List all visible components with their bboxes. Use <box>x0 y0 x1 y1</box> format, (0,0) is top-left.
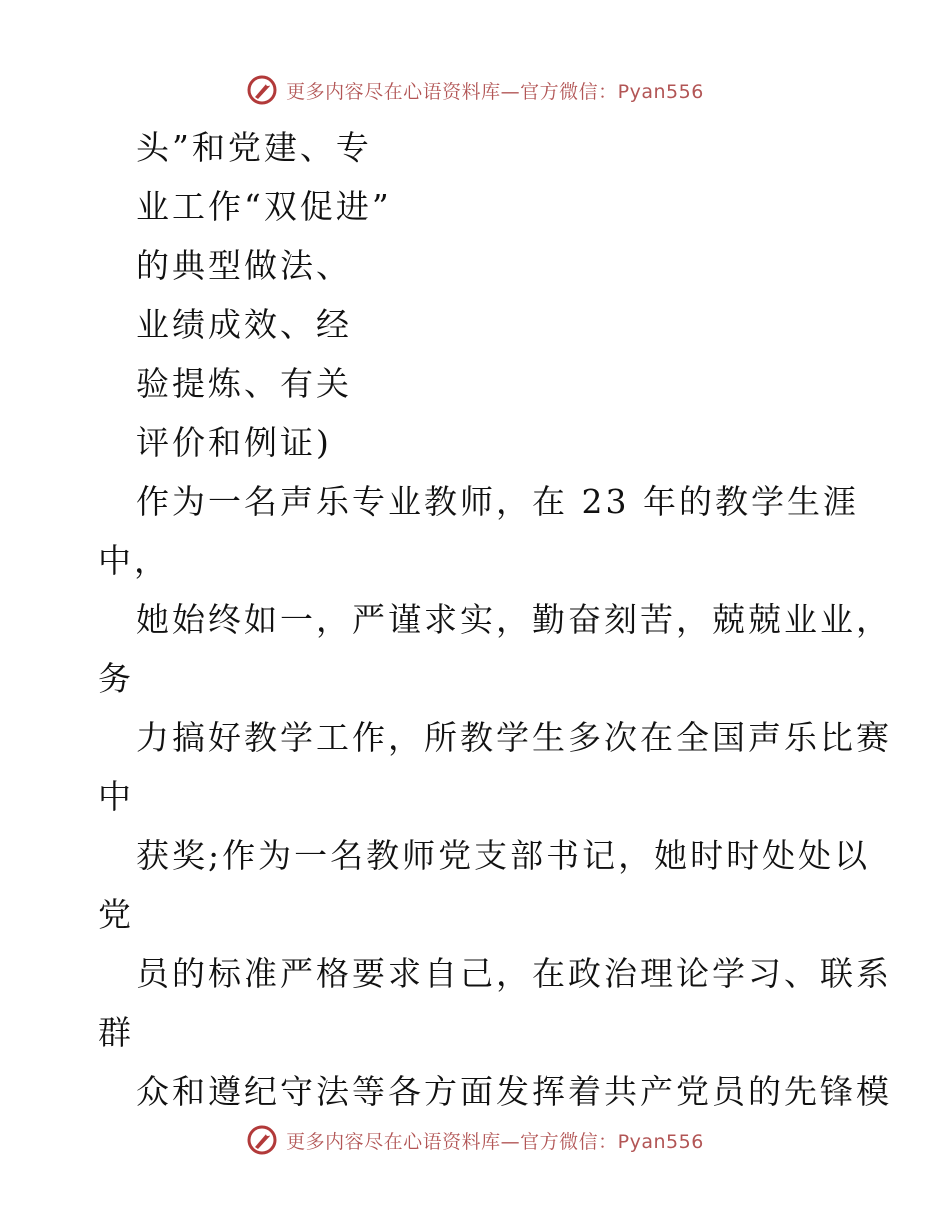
text-line: 评价和例证) <box>136 423 332 462</box>
text-line: 她始终如一，严谨求实，勤奋刻苦，兢兢业业， <box>136 600 892 639</box>
text-line: 头”和党建、专 <box>136 128 372 167</box>
text-line: 党 <box>98 895 134 934</box>
footer-watermark <box>0 1120 950 1160</box>
text-line: 群 <box>98 1013 134 1052</box>
text-line: 中， <box>98 541 170 580</box>
text-line: 业工作“双促进” <box>136 187 392 226</box>
text-line: 获奖;作为一名教师党支部书记，她时时处处以 <box>136 836 871 875</box>
text-line: 中 <box>98 777 134 816</box>
text-line: 务 <box>98 659 134 698</box>
header-watermark <box>0 70 950 110</box>
pen-nib-logo-icon <box>246 74 278 106</box>
text-line: 员的标准严格要求自己，在政治理论学习、联系 <box>136 954 892 993</box>
text-line: 验提炼、有关 <box>136 364 352 403</box>
text-line: 众和遵纪守法等各方面发挥着共产党员的先锋模 <box>136 1072 892 1111</box>
text-line: 力搞好教学工作，所教学生多次在全国声乐比赛 <box>136 718 892 757</box>
pen-nib-logo-icon <box>246 1124 278 1156</box>
document-body <box>98 118 892 1121</box>
text-line: 作为一名声乐专业教师，在 23 年的教学生涯 <box>136 482 859 521</box>
text-line: 的典型做法、 <box>136 246 352 285</box>
watermark-text: 更多内容尽在心语资料库—官方微信：Pyan556 <box>286 1130 704 1153</box>
watermark-text: 更多内容尽在心语资料库—官方微信：Pyan556 <box>286 80 704 103</box>
text-line: 业绩成效、经 <box>136 305 352 344</box>
